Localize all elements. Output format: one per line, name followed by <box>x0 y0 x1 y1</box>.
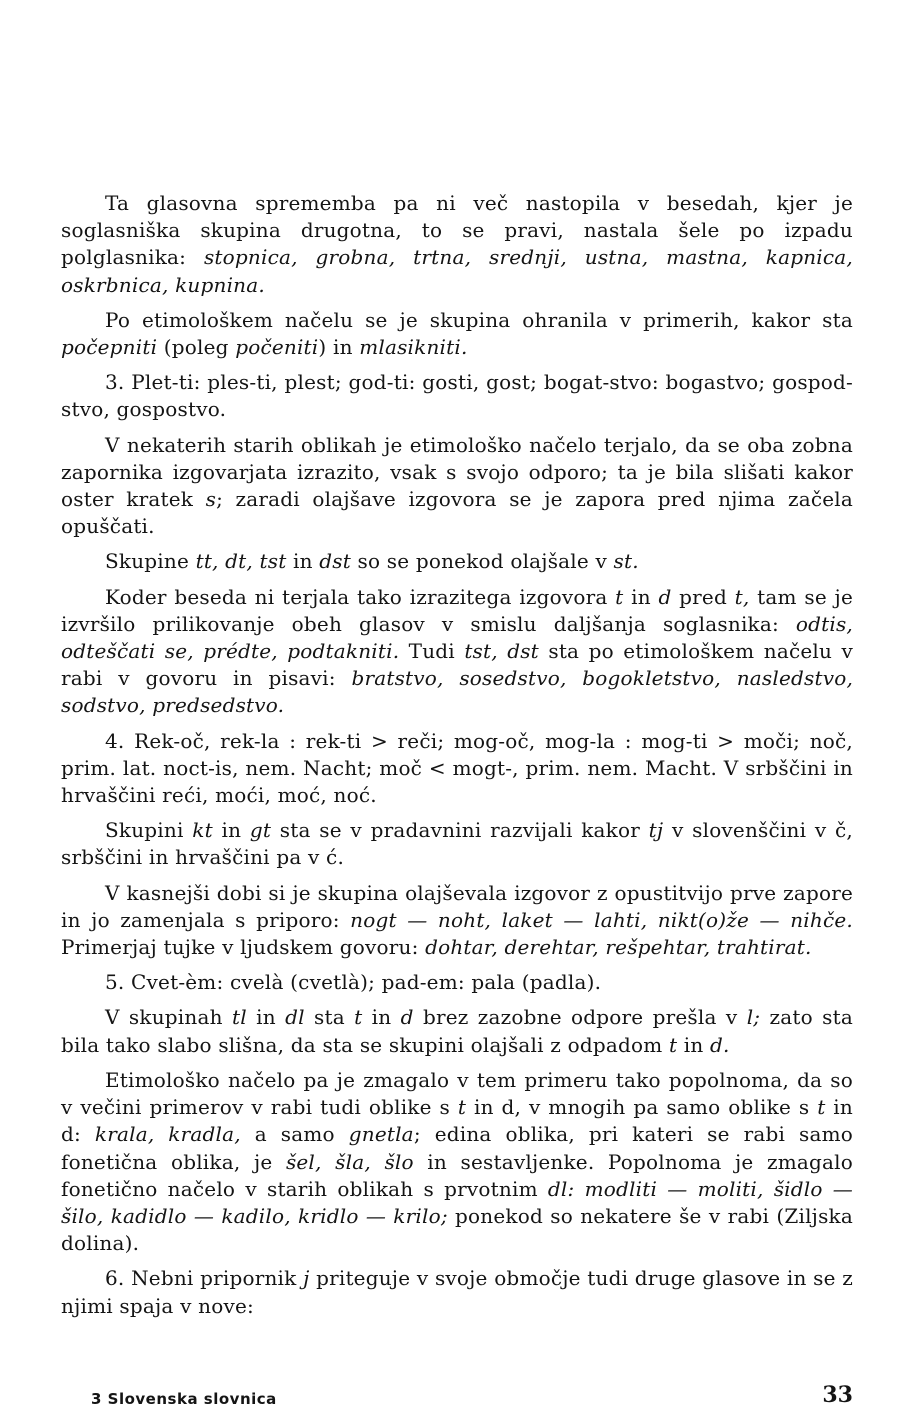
italic-text-segment: d <box>658 584 672 609</box>
page-number: 33 <box>822 1382 853 1408</box>
paragraph <box>61 969 853 996</box>
text-segment: V skupinah <box>105 1005 232 1030</box>
text-segment: V kasnejši dobi si je skupina olajševala izgovor z opustitvijo prve zapore in jo zamenjala s priporo: <box>61 880 853 932</box>
text-segment: in <box>362 1005 401 1030</box>
paragraph <box>61 1265 853 1319</box>
italic-text-segment: l; <box>746 1005 761 1030</box>
italic-text-segment: dl <box>285 1005 305 1030</box>
italic-text-segment: s <box>205 487 217 512</box>
italic-text-segment: dl: modliti — moliti, šidlo — šilo, kadidlo — kadilo, kridlo — krilo; <box>61 1176 853 1228</box>
italic-text-segment: dohtar, derehtar, rešpehtar, trahtirat. <box>425 935 812 960</box>
italic-text-segment: tj <box>648 818 664 843</box>
italic-text-segment: stopnica, grobna, trtna, srednji, ustna, mastna, kapnica, oskrbnica, kupnina. <box>61 245 853 297</box>
italic-text-segment: t <box>615 584 624 609</box>
text-segment: so se ponekod olajšale v <box>350 549 614 574</box>
italic-text-segment: počepniti <box>61 335 158 360</box>
italic-text-segment: odtis, odteščati se, prédte, podtakniti. <box>61 611 853 664</box>
italic-text-segment: dst <box>319 549 351 574</box>
italic-text-segment: st. <box>613 549 639 574</box>
text-segment: in d: <box>61 1095 853 1147</box>
text-segment: Koder beseda ni terjala tako izrazitega izgovora <box>105 584 616 609</box>
text-segment: in d, v mnogih pa samo oblike s <box>466 1095 818 1120</box>
italic-text-segment: t, <box>734 584 750 609</box>
text-segment: 4. Rek-oč, rek-la : rek-ti > reči; mog-oč, mog-la : mog-ti > moči; noč, prim. lat. noct-is, nem. Nacht; moč < mogt-, prim. nem. Macht. V srbščini in hrvaščini reći, moći, moć, noć. <box>61 728 853 808</box>
text-segment: ; edina oblika, pri kateri se rabi samo fonetična oblika, je <box>61 1122 854 1174</box>
text-segment: 3. Plet-ti: ples-ti, plest; god-ti: gosti, gost; bogat-stvo: bogastvo; gospod-stvo, gospostvo. <box>61 370 853 422</box>
italic-text-segment: t <box>668 1032 678 1057</box>
paragraph <box>61 369 853 423</box>
paragraph <box>61 880 853 962</box>
italic-text-segment: gt <box>249 818 272 843</box>
text-segment: in <box>623 584 659 609</box>
italic-text-segment: bratstvo, sosedstvo, bogokletstvo, nasledstvo, sodstvo, predsedstvo. <box>61 666 853 718</box>
paragraph <box>61 307 853 361</box>
text-segment: brez zazobne odpore prešla v <box>413 1005 747 1030</box>
text-segment: sta po etimološkem načelu v rabi v govoru in pisavi: <box>61 639 853 691</box>
page-body <box>61 190 853 1328</box>
text-segment: Skupine <box>105 549 196 574</box>
italic-text-segment: t <box>457 1095 467 1120</box>
italic-text-segment: d. <box>709 1032 730 1057</box>
text-segment: ; zaradi olajšave izgovora se je zapora pred njima začela opuščati. <box>61 487 853 539</box>
italic-text-segment: d <box>400 1005 414 1030</box>
text-segment: in sestavljenke. Popolnoma je zmagalo fonetično načelo v starih oblikah s prvotnim <box>61 1149 854 1201</box>
text-segment: 5. Cvet-èm: cvelà (cvetlà); pad-em: pala (padla). <box>105 970 602 995</box>
italic-text-segment: šel, šla, šlo <box>285 1149 414 1174</box>
italic-text-segment: gnetla <box>348 1122 414 1147</box>
paragraph <box>61 1004 853 1058</box>
paragraph <box>61 432 853 541</box>
text-segment: in <box>246 1005 286 1030</box>
text-segment: a samo <box>240 1122 349 1147</box>
text-segment: ) in <box>318 335 360 360</box>
text-segment: V nekaterih starih oblikah je etimološko načelo terjalo, da se oba zobna zapornika izgovarjata izrazito, vsak s svojo odporo; ta je bila slišati kakor oster kratek <box>61 432 853 512</box>
page-footer <box>91 1380 853 1410</box>
italic-text-segment: nogt — noht, laket — lahti, nikt(o)že — nihče. <box>350 907 853 932</box>
text-segment: v slovenščini v č, srbščini in hrvaščini pa v ć. <box>61 818 853 870</box>
text-segment: ponekod so nekatere še v rabi (Ziljska dolina). <box>61 1203 853 1256</box>
italic-text-segment: mlasikniti. <box>359 335 468 360</box>
italic-text-segment: tst, dst <box>464 639 539 664</box>
text-segment: 6. Nebni pripornik <box>105 1266 304 1291</box>
italic-text-segment: j <box>303 1266 310 1291</box>
paragraph <box>61 584 853 720</box>
italic-text-segment: t <box>354 1005 363 1030</box>
text-segment: (poleg <box>157 335 236 360</box>
text-segment: Tudi <box>399 639 465 664</box>
italic-text-segment: t <box>817 1095 826 1120</box>
text-segment: in <box>677 1032 710 1057</box>
text-segment: Etimološko načelo pa je zmagalo v tem primeru tako popolnoma, da so v večini primerov v rabi tudi oblike s <box>61 1067 853 1120</box>
text-segment: Ta glasovna sprememba pa ni več nastopila v besedah, kjer je soglasniška skupina drugotna, to se pravi, nastala šele po izpadu polglasnika: <box>61 191 853 270</box>
text-segment: priteguje v svoje območje tudi druge glasove in se z njimi spaja v nove: <box>61 1266 853 1318</box>
paragraph <box>61 548 853 575</box>
italic-text-segment: počeniti <box>235 335 319 360</box>
text-segment: zato sta bila tako slabo slišna, da sta se skupini olajšali z odpadom <box>61 1005 853 1057</box>
text-segment: pred <box>671 584 735 609</box>
text-segment: tam se je izvršilo prilikovanje obeh glasov v smislu daljšanja soglasnika: <box>61 584 853 636</box>
italic-text-segment: tl <box>231 1005 247 1030</box>
text-segment: sta se v pradavnini razvijali kakor <box>271 818 649 843</box>
text-segment: Primerjaj tujke v ljudskem govoru: <box>61 935 426 960</box>
text-segment: Po etimološkem načelu se je skupina ohranila v primerih, kakor sta <box>105 307 853 332</box>
paragraph <box>61 190 853 299</box>
text-segment: Skupini <box>105 818 193 843</box>
paragraph <box>61 1067 853 1257</box>
text-segment: in <box>286 549 320 574</box>
italic-text-segment: kt <box>192 818 213 843</box>
paragraph <box>61 728 853 810</box>
italic-text-segment: tt, dt, tst <box>195 549 287 574</box>
italic-text-segment: krala, kradla, <box>94 1122 241 1147</box>
paragraph <box>61 817 853 871</box>
text-segment: sta <box>304 1005 355 1030</box>
text-segment: in <box>212 818 250 843</box>
printer-signature: 3 Slovenska slovnica <box>91 1390 277 1408</box>
